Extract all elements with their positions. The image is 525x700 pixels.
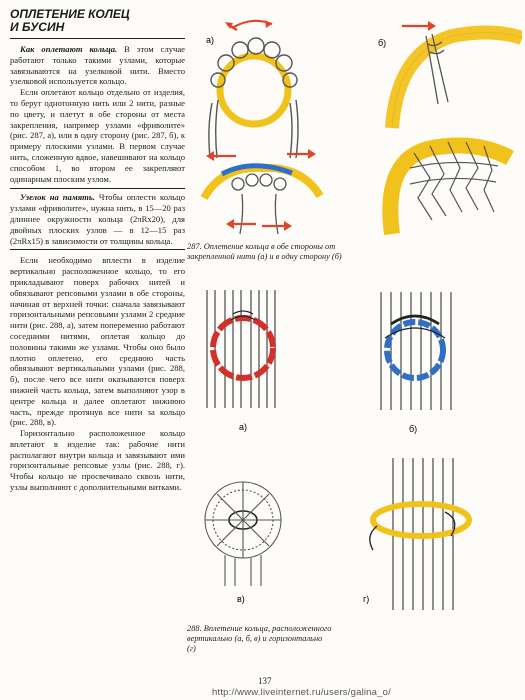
fig288-a [207,290,275,408]
fig288-label-v: в) [237,594,245,604]
note-paragraph [10,192,185,246]
heading-rule [10,38,185,39]
fig287-ring-b-bottom [390,142,510,234]
figure-288 [195,280,523,630]
fig287-label-b: б) [378,38,387,48]
paragraph-2: Если оплетают кольцо отдельно от изделия, то берут однотонную нить или 2 нити, разные по цвету, и плетут в обе стороны от места закрепления, например узлами «фриволите» (рис. 287, а), или в одну сторону (рис. 287, б), к примеру плоскими узлами. В первом случае нить, сложенную вдвое, навешивают на кольцо способом 1, во втором ее закрепляют одинарным плоским узлом. [10,87,185,184]
intro-text: В этом случае работают только такими узлами, которые завязываются на узелковой нити. Вместо узелковой используется кольцо. [10,44,185,87]
note-lead: Узелок на память. [20,192,95,203]
page-number: 137 [258,676,272,686]
fig287-label-a: а) [206,35,215,45]
fig288-g [370,458,469,610]
paragraph-4: Горизонтально расположенное кольцо вплетают в изделие так: рабочие нити располагают внутри кольца и завязывают ими горизонтальные репсовые узлы (рис. 288, г). Чтобы кольцо не просвечивало сквозь нити, узлы выполняют с дополнительными витками. [10,428,185,493]
heading-line-1: ОПЛЕТЕНИЕ КОЛЕЦ [10,7,130,21]
note-text: Чтобы оплести кольцо узлами «фриволите», нужна нить, в 15—20 раз длиннее окружности кольца (2πRx20), для двойных плоских узлов — в 12—15 раз (2πRx15) в зависимости от толщины кольца. [10,192,185,246]
heading-line-2: И БУСИН [10,20,65,34]
watermark-url[interactable]: http://www.liveinternet.ru/users/galina_o/ [212,687,391,698]
fig288-label-g: г) [363,594,370,604]
fig288-v [205,482,281,586]
fig288-b [381,292,451,410]
fig287-caption: 287. Оплетение кольца в обе стороны от закрепленной нити (а) и в одну сторону (б) [187,242,342,261]
fig287-ring-a-bottom [204,149,320,234]
fig287-ring-a-top [209,20,298,158]
intro-lead: Как оплетают кольца. [20,44,118,54]
intro-paragraph [10,44,185,87]
fig288-label-b: б) [409,424,418,434]
fig287-ring-b-top [392,21,522,128]
figure-287 [192,8,522,240]
text-column [10,8,185,493]
paragraph-3: Если необходимо вплести в изделие вертикально расположенное кольцо, то его прикладывают поверх рабочих нитей и обвязывают репсовыми узлами в обе стороны, начиная от верхней точки: сначала завязывают горизонтальными репсовыми узлами 2 средние нити (рис. 288, а), затем попеременно работают соседними нитями, оплетая кольцо до половины такими же узлами. Чтобы оно было плотно оплетено, его среднюю часть обвязывают вертикальными узлами (рис. 288, б), после чего все нити оказываются поверх нижней часть кольца, затем выполняют узор в центре кольца и далее оплетают нижнюю часть, прежде протянув все нити за кольцо (рис. 288, в). [10,255,185,428]
note-box [10,188,185,250]
section-heading [10,8,185,34]
fig288-label-a: а) [239,422,248,432]
fig288-caption: 288. Вплетение кольца, расположенного вертикально (а, б, в) и горизонтально (г) [187,624,332,653]
